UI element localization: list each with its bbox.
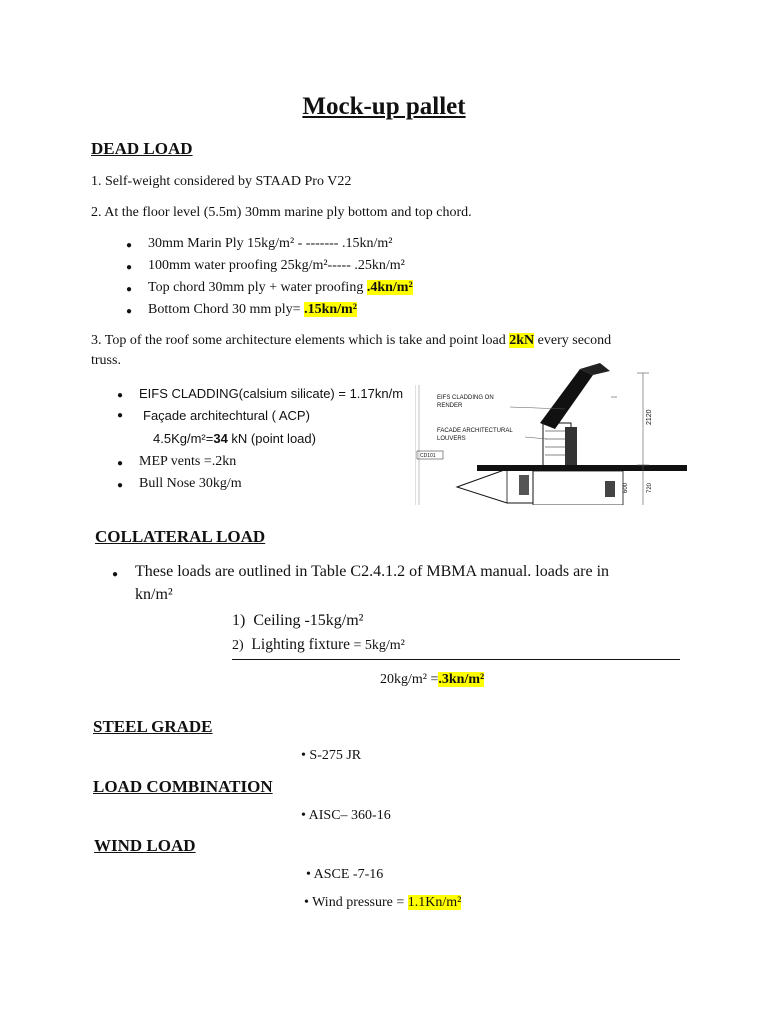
bullet-icon: ● [117,390,124,401]
bullet-icon: ● [117,480,124,491]
bullet-icon: ● [126,262,133,273]
bullet-icon: ● [126,306,133,317]
highlight-value: .15kn/m² [304,302,357,317]
dead-load-item-3: 3. Top of the roof some architecture elements which is take and point load 2kN every second [91,333,612,348]
ceiling-item: 1) Ceiling -15kg/m² [232,612,364,629]
wind-load-value: • ASCE -7-16 [306,867,384,882]
highlight-value: .3kn/m² [438,672,485,687]
dead-load-heading: DEAD LOAD [91,139,193,158]
roof-slab [477,465,687,471]
bullet-icon: ● [112,569,119,580]
facade-item: Façade architechtural ( ACP) [143,408,310,423]
bullet-icon: ● [117,458,124,469]
steel-grade-value: • S-275 JR [301,748,362,763]
louver-block [565,427,577,467]
dead-load-item-1: 1. Self-weight considered by STAAD Pro V22 [91,174,352,189]
wind-pressure: • Wind pressure = 1.1Kn/m² [304,895,462,910]
highlight-value: 2kN [509,333,535,348]
dead-load-bullet-4: Bottom Chord 30 mm ply= .15kn/m² [148,302,357,317]
facade-label-1: FACADE ARCHITECTURAL [437,428,513,434]
eifs-label-2: RENDER [437,403,463,409]
mep-vents-item: MEP vents =.2kn [139,454,237,469]
dead-load-item-3-cont: truss. [91,353,121,368]
collateral-bullet-line-1: These loads are outlined in Table C2.4.1.2 of MBMA manual. loads are in [135,563,610,580]
collateral-load-heading: COLLATERAL LOAD [95,527,266,546]
collateral-bullet-line-2: kn/m² [135,586,173,603]
bullet-icon: ● [117,410,124,421]
steel-grade-heading: STEEL GRADE [93,717,213,736]
bull-nose-item: Bull Nose 30kg/m [139,476,242,491]
eifs-cladding-item: EIFS CLADDING(calsium silicate) = 1.17kn/m [139,386,404,401]
dim-720: 720 [647,482,653,493]
highlight-value: 1.1Kn/m² [407,895,462,910]
facade-load: 4.5Kg/m²=34 kN (point load) [153,431,316,446]
highlight-value: .4kn/m² [366,280,413,295]
dead-load-item-2: 2. At the floor level (5.5m) 30mm marine ply bottom and top chord. [91,205,472,220]
cladding-panel [540,369,593,429]
section-drawing [415,355,687,505]
bullet-icon: ● [126,284,133,295]
wind-load-heading: WIND LOAD [94,836,196,855]
collateral-total: 20kg/m² =.3kn/m² [380,672,485,687]
dead-load-bullet-2: 100mm water proofing 25kg/m²----- .25kn/m² [148,258,405,273]
dim-600: 600 [623,482,629,493]
dead-load-bullet-3: Top chord 30mm ply + water proofing .4kn/m² [148,280,413,295]
bullet-icon: ● [126,240,133,251]
load-combination-heading: LOAD COMBINATION [93,777,273,796]
dead-load-bullet-1: 30mm Marin Ply 15kg/m² - ------- .15kn/m² [148,236,393,251]
load-combination-value: • AISC– 360-16 [301,808,391,823]
sum-rule [232,659,680,660]
cd-tag: CD101 [420,453,436,459]
dim-2120: 2120 [646,409,653,425]
lighting-item: 2) Lighting fixture = 5kg/m² [232,636,405,653]
facade-label-2: LOUVERS [437,436,466,442]
eifs-label-1: EIFS CLADDING ON [437,395,494,401]
page-title: Mock-up pallet [302,93,466,120]
